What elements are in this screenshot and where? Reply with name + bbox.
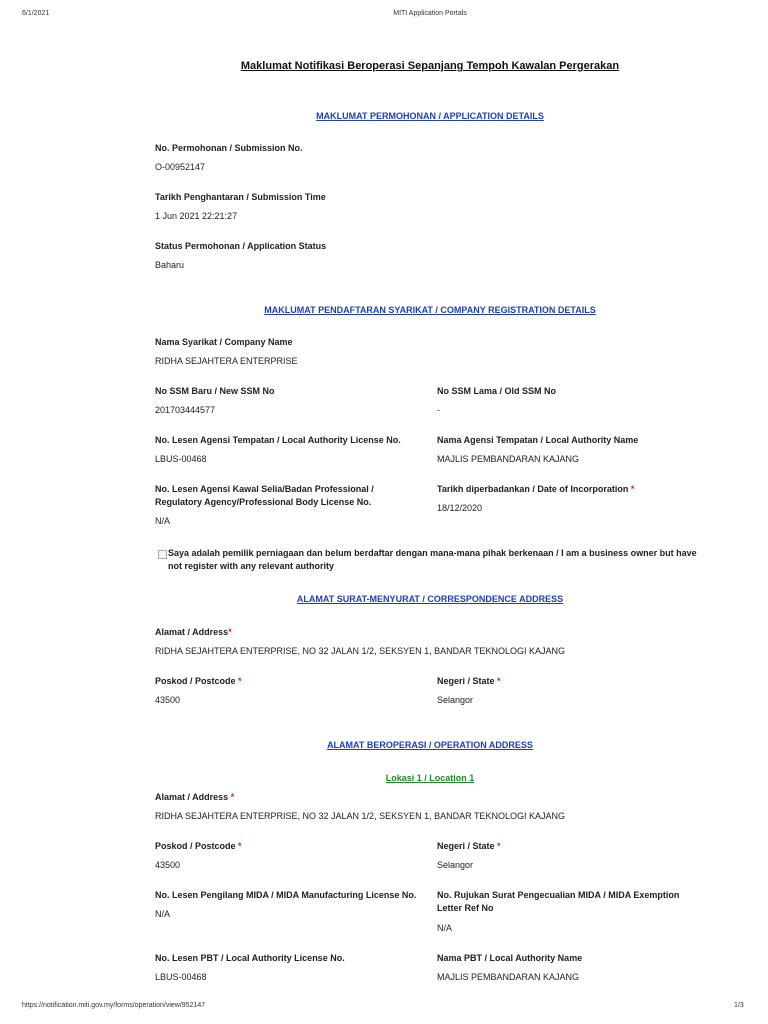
local-agency-value: MAJLIS PEMBANDARAN KAJANG xyxy=(437,454,580,464)
submission-time-value: 1 Jun 2021 22:21:27 xyxy=(155,211,238,221)
pbt-license-label: No. Lesen PBT / Local Authority License No. xyxy=(155,953,345,963)
owner-checkbox-line1: Saya adalah pemilik perniagaan dan belum berdaftar dengan mana-mana pihak berkenaan / I am a business owner but have xyxy=(168,548,697,558)
status-label: Status Permohonan / Application Status xyxy=(155,241,327,251)
section-application-details: MAKLUMAT PERMOHONAN / APPLICATION DETAILS xyxy=(316,111,544,121)
required-asterisk: * xyxy=(230,792,235,802)
new-ssm-value: 201703444577 xyxy=(155,405,216,415)
print-page-title: MITI Application Portals xyxy=(393,10,467,17)
location-1-heading: Lokasi 1 / Location 1 xyxy=(385,773,475,783)
page-number: 1/3 xyxy=(734,1002,744,1009)
pbt-name-label: Nama PBT / Local Authority Name xyxy=(437,953,583,963)
corr-address-label-text: Alamat / Address xyxy=(155,627,229,637)
print-date: 6/1/2021 xyxy=(22,10,50,17)
old-ssm-value: - xyxy=(437,405,440,415)
corr-state-label xyxy=(437,675,501,688)
corr-address-label xyxy=(155,626,232,639)
mida-exempt-value: N/A xyxy=(437,923,453,933)
op-postcode-label-text: Poskod / Postcode xyxy=(155,841,236,851)
required-asterisk: * xyxy=(238,841,242,851)
corr-postcode-label-text: Poskod / Postcode xyxy=(155,676,236,686)
corr-postcode-label xyxy=(155,675,242,688)
regulatory-label xyxy=(155,483,374,509)
section-correspondence-address: ALAMAT SURAT-MENYURAT / CORRESPONDENCE ADDRESS xyxy=(296,594,564,604)
incorporation-label-text: Tarikh diperbadankan / Date of Incorporation xyxy=(437,484,629,494)
section-operation-address: ALAMAT BEROPERASI / OPERATION ADDRESS xyxy=(327,740,533,750)
required-asterisk: * xyxy=(238,676,242,686)
owner-checkbox[interactable] xyxy=(158,550,167,559)
required-asterisk: * xyxy=(630,484,635,494)
mida-license-label: No. Lesen Pengilang MIDA / MIDA Manufacturing License No. xyxy=(155,890,417,900)
op-postcode-value: 43500 xyxy=(155,860,181,870)
old-ssm-label: No SSM Lama / Old SSM No xyxy=(437,386,557,396)
submission-time-label: Tarikh Penghantaran / Submission Time xyxy=(155,192,326,202)
local-agency-label: Nama Agensi Tempatan / Local Authority Name xyxy=(437,435,639,445)
mida-exempt-label-line1: No. Rujukan Surat Pengecualian MIDA / MIDA Exemption xyxy=(437,890,680,900)
op-state-label-text: Negeri / State xyxy=(437,841,495,851)
corr-state-value: Selangor xyxy=(437,695,474,705)
op-address-label-text: Alamat / Address xyxy=(155,792,229,802)
mida-license-value: N/A xyxy=(155,909,171,919)
op-state-label xyxy=(437,840,501,853)
regulatory-label-line2: Regulatory Agency/Professional Body License No. xyxy=(155,497,372,507)
mida-exempt-label xyxy=(437,889,679,915)
incorporation-label xyxy=(437,483,634,496)
pbt-name-value: MAJLIS PEMBANDARAN KAJANG xyxy=(437,972,580,982)
owner-checkbox-label xyxy=(168,547,708,573)
status-value: Baharu xyxy=(155,260,185,270)
regulatory-value: N/A xyxy=(155,516,171,526)
op-state-value: Selangor xyxy=(437,860,474,870)
op-address-value: RIDHA SEJAHTERA ENTERPRISE, NO 32 JALAN 1/2, SEKSYEN 1, BANDAR TEKNOLOGI KAJANG xyxy=(155,811,565,821)
corr-state-label-text: Negeri / State xyxy=(437,676,495,686)
company-name-value: RIDHA SEJAHTERA ENTERPRISE xyxy=(155,356,298,366)
regulatory-label-line1: No. Lesen Agensi Kawal Selia/Badan Professional / xyxy=(155,484,374,494)
op-address-label xyxy=(155,791,234,804)
print-url: https://notification.miti.gov.my/forms/operation/view/952147 xyxy=(22,1002,206,1009)
page-title: Maklumat Notifikasi Beroperasi Sepanjang Tempoh Kawalan Pergerakan xyxy=(240,60,620,72)
op-postcode-label xyxy=(155,840,242,853)
owner-checkbox-line2: not register with any relevant authority xyxy=(168,561,335,571)
new-ssm-label: No SSM Baru / New SSM No xyxy=(155,386,275,396)
local-license-label: No. Lesen Agensi Tempatan / Local Authority License No. xyxy=(155,435,401,445)
corr-address-value: RIDHA SEJAHTERA ENTERPRISE, NO 32 JALAN 1/2, SEKSYEN 1, BANDAR TEKNOLOGI KAJANG xyxy=(155,646,565,656)
incorporation-value: 18/12/2020 xyxy=(437,503,483,513)
required-asterisk: * xyxy=(497,676,501,686)
pbt-license-value: LBUS-00468 xyxy=(155,972,207,982)
submission-no-label: No. Permohonan / Submission No. xyxy=(155,143,303,153)
local-license-value: LBUS-00468 xyxy=(155,454,207,464)
section-company-details: MAKLUMAT PENDAFTARAN SYARIKAT / COMPANY REGISTRATION DETAILS xyxy=(264,305,596,315)
company-name-label: Nama Syarikat / Company Name xyxy=(155,337,293,347)
submission-no-value: O-00952147 xyxy=(155,162,206,172)
required-asterisk: * xyxy=(228,627,232,637)
mida-exempt-label-line2: Letter Ref No xyxy=(437,903,494,913)
required-asterisk: * xyxy=(497,841,501,851)
corr-postcode-value: 43500 xyxy=(155,695,181,705)
